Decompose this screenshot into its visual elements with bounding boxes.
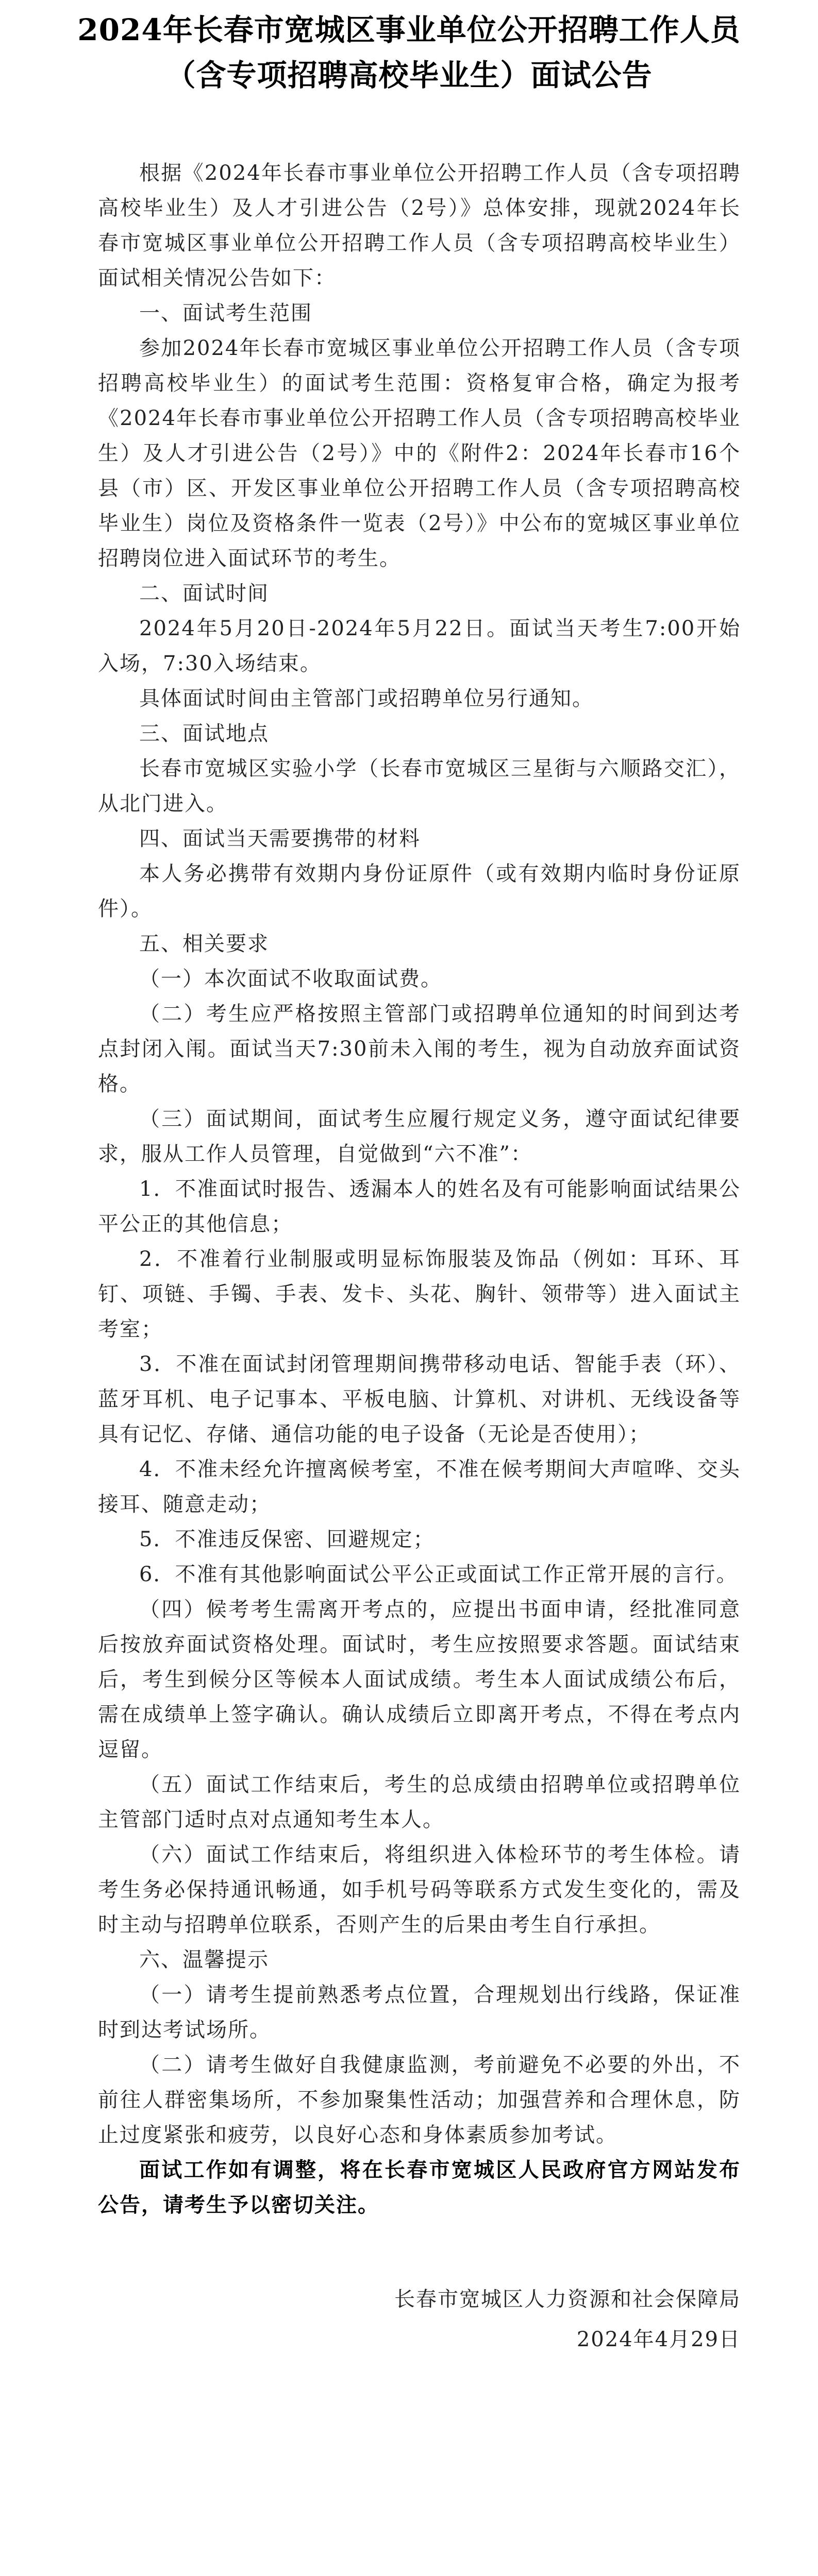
issuing-organization: 长春市宽城区人力资源和社会保障局 — [394, 2287, 741, 2311]
candidates-paragraph: 参加2024年长春市宽城区事业单位公开招聘工作人员（含专项招聘高校毕业生）的面试考生范围：资格复审合格，确定为报考《2024年长春市事业单位公开招聘工作人员（含专项招聘高校毕业生）及人才引进公告（2号）》中的《附件2：2024年长春市16个县（市）区、开发区事业单位公开招聘工作人员（含专项招聘高校毕业生）岗位及资格条件一览表（2号）》中公布的宽城区事业单位招聘岗位进入面试环节的考生。 — [98, 336, 741, 570]
time-paragraph: 2024年5月20日-2024年5月22日。面试当天考生7:00开始入场，7:30入场结束。 — [98, 617, 741, 675]
signoff-spacer — [98, 2223, 741, 2279]
rule-item-4: 4．不准未经允许擅离候考室，不准在候考期间大声喧哗、交头接耳、随意走动； — [98, 1458, 741, 1516]
section-heading-materials: 四、面试当天需要携带的材料 — [139, 827, 421, 851]
page-title: 2024年长春市宽城区事业单位公开招聘工作人员（含专项招聘高校毕业生）面试公告 — [77, 12, 741, 93]
rule-item-2: 2．不准着行业制服或明显标饰服装及饰品（例如：耳环、耳钉、项链、手镯、手表、发卡、头花、胸针、领带等）进入面试主考室； — [98, 1247, 741, 1341]
requirement-3: （三）面试期间，面试考生应履行规定义务，遵守面试纪律要求，服从工作人员管理，自觉做到“六不准”： — [98, 1107, 741, 1166]
document-body — [98, 156, 741, 2360]
adjustment-notice: 面试工作如有调整，将在长春市宽城区人民政府官方网站发布公告，请考生予以密切关注。 — [98, 2158, 741, 2217]
rule-item-1: 1．不准面试时报告、透漏本人的姓名及有可能影响面试结果公平公正的其他信息； — [98, 1177, 741, 1236]
requirement-5: （五）面试工作结束后，考生的总成绩由招聘单位或招聘单位主管部门适时点对点通知考生本人。 — [98, 1773, 741, 1832]
requirement-4: （四）候考考生需离开考点的，应提出书面申请，经批准同意后按放弃面试资格处理。面试时，考生应按照要求答题。面试结束后，考生到候分区等候本人面试成绩。考生本人面试成绩公布后，需在成绩单上签字确认。确认成绩后立即离开考点，不得在考点内逗留。 — [98, 1598, 741, 1761]
rule-item-3: 3．不准在面试封闭管理期间携带移动电话、智能手表（环）、蓝牙耳机、电子记事本、平板电脑、计算机、对讲机、无线设备等具有记忆、存储、通信功能的电子设备（无论是否使用）； — [98, 1352, 741, 1446]
requirement-2: （二）考生应严格按照主管部门或招聘单位通知的时间到达考点封闭入闱。面试当天7:30前未入闱的考生，视为自动放弃面试资格。 — [98, 1002, 741, 1096]
tip-2: （二）请考生做好自我健康监测，考前避免不必要的外出，不前往人群密集场所，不参加聚集性活动；加强营养和合理休息，防止过度紧张和疲劳，以良好心态和身体素质参加考试。 — [98, 2053, 741, 2147]
rule-item-5: 5．不准违反保密、回避规定； — [139, 1528, 435, 1551]
issue-date: 2024年4月29日 — [576, 2328, 741, 2351]
location-paragraph: 长春市宽城区实验小学（长春市宽城区三星街与六顺路交汇），从北门进入。 — [98, 757, 741, 816]
rule-item-6: 6．不准有其他影响面试公平公正或面试工作正常开展的言行。 — [139, 1563, 738, 1586]
time-arrangement-paragraph: 具体面试时间由主管部门或招聘单位另行通知。 — [139, 687, 594, 710]
section-heading-time: 二、面试时间 — [139, 582, 269, 605]
section-heading-candidates: 一、面试考生范围 — [139, 301, 312, 325]
materials-paragraph: 本人务必携带有效期内身份证原件（或有效期内临时身份证原件）。 — [98, 862, 741, 921]
tip-1: （一）请考生提前熟悉考点位置，合理规划出行线路，保证准时到达考试场所。 — [98, 1983, 741, 2042]
requirement-1: （一）本次面试不收取面试费。 — [139, 967, 442, 991]
section-heading-tips: 六、温馨提示 — [139, 1948, 269, 1972]
section-heading-location: 三、面试地点 — [139, 722, 269, 745]
requirement-6: （六）面试工作结束后，将组织进入体检环节的考生体检。请考生务必保持通讯畅通，如手机号码等联系方式发生变化的，需及时主动与招聘单位联系，否则产生的后果由考生自行承担。 — [98, 1843, 741, 1937]
intro-paragraph: 根据《2024年长春市事业单位公开招聘工作人员（含专项招聘高校毕业生）及人才引进公告（2号）》总体安排，现就2024年长春市宽城区事业单位公开招聘工作人员（含专项招聘高校毕业生）面试相关情况公告如下： — [98, 161, 741, 290]
section-heading-requirements: 五、相关要求 — [139, 932, 269, 956]
